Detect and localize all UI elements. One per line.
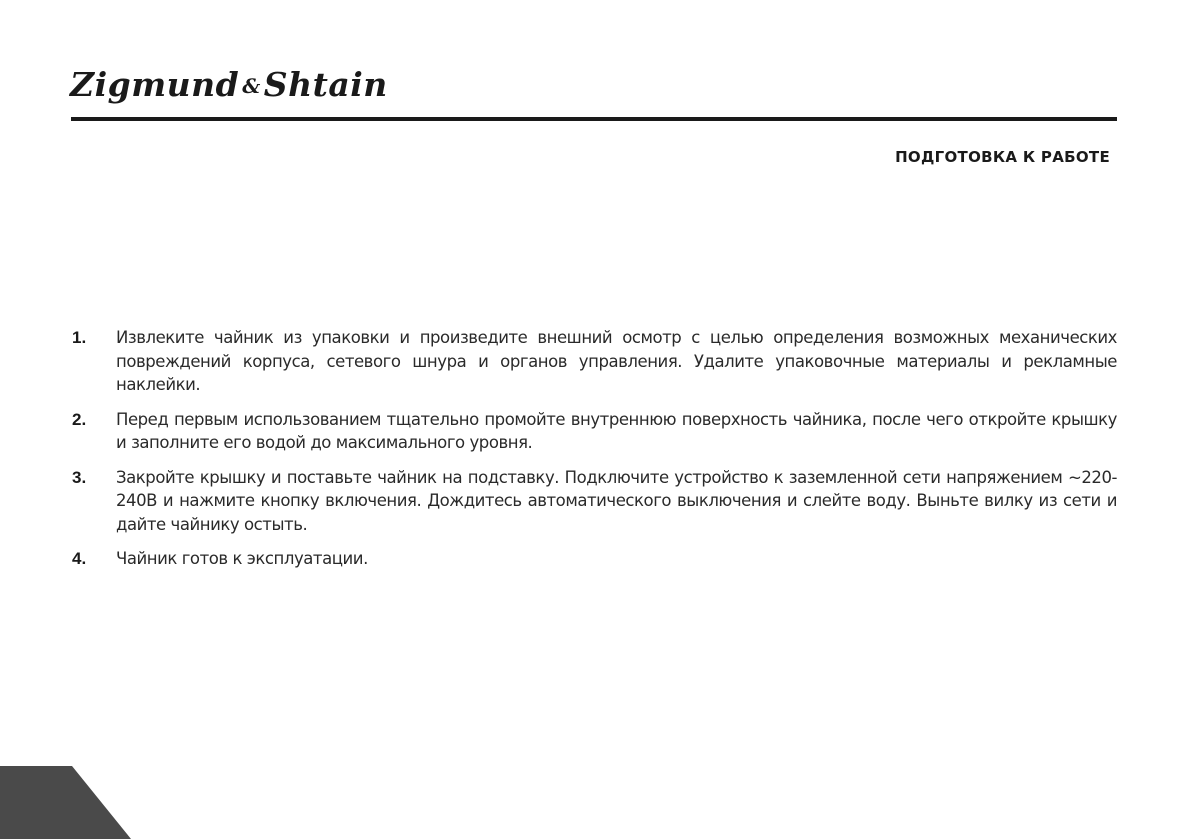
page-corner-tab: [0, 766, 131, 839]
brand-logo-ampersand: &: [242, 74, 261, 98]
step-number: 2.: [72, 409, 87, 429]
step-text: Перед первым использованием тщательно промойте внутреннюю поверхность чайника, после чего откройте крышку и заполните его водой до максимального уровня.: [116, 409, 1117, 452]
instruction-step-3: [72, 466, 1117, 537]
brand-logo: [70, 65, 388, 104]
step-number: 1.: [72, 328, 87, 347]
header-divider: [71, 117, 1117, 121]
instruction-step-1: [72, 326, 1117, 397]
step-number: 3.: [72, 467, 87, 487]
step-text: Чайник готов к эксплуатации.: [116, 549, 368, 568]
step-text: Закройте крышку и поставьте чайник на подставку. Подключите устройство к заземленной сети напряжением ~220-240В и нажмите кнопку включения. Дождитесь автоматического выключения и слейте воду. Выньте вилку из сети и дайте чайнику остыть.: [116, 467, 1117, 534]
section-title: ПОДГОТОВКА К РАБОТЕ: [895, 148, 1110, 166]
brand-logo-left: Zigmund: [70, 65, 240, 104]
step-number: 4.: [72, 549, 87, 568]
instruction-step-4: [72, 547, 1117, 571]
brand-logo-right: Shtain: [263, 65, 388, 104]
instruction-list: [72, 326, 1117, 582]
instruction-step-2: [72, 408, 1117, 455]
step-text: Извлеките чайник из упаковки и произведите внешний осмотр с целью определения возможных механических повреждений корпуса, сетевого шнура и органов управления. Удалите упаковочные материалы и рекламные наклейки.: [116, 328, 1117, 394]
